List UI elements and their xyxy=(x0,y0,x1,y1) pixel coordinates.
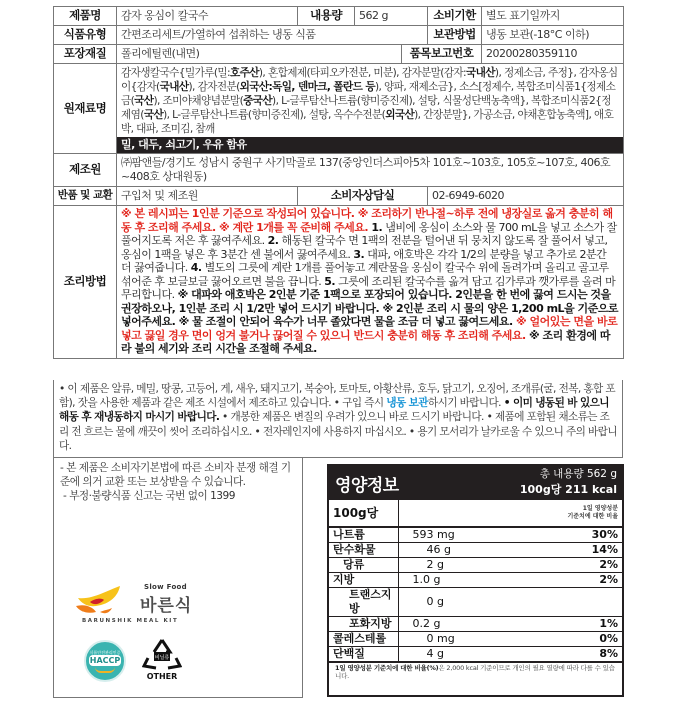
expiry-label: 소비기한 xyxy=(428,7,482,26)
storage-value: 냉동 보관(-18°C 이하) xyxy=(482,26,624,45)
nutrition-table xyxy=(329,500,622,663)
brand-logo xyxy=(74,578,214,633)
nutrition-kcal: 100g당 211 kcal xyxy=(519,483,617,496)
per-100g-label: 100g당 xyxy=(329,500,398,527)
nutrition-facts xyxy=(327,464,624,697)
nutrition-row: 단백질 4 g 8% xyxy=(329,647,622,663)
packaging-label: 포장재질 xyxy=(54,45,117,64)
consumer-phone[interactable]: 02-6949-6020 xyxy=(428,187,624,206)
haccp-label: HACCP xyxy=(89,656,121,665)
nutrition-row: 나트륨 593 mg 30% xyxy=(329,527,622,543)
returns-value: 구입처 및 제조원 xyxy=(117,187,298,206)
dv-note-1: 1일 영양성분 xyxy=(582,505,618,512)
recycle-label: OTHER xyxy=(146,672,178,681)
product-name-label: 제품명 xyxy=(54,7,117,26)
nutrition-title: 영양정보 xyxy=(335,476,399,496)
nutrition-row: 탄수화물 46 g 14% xyxy=(329,543,622,558)
nutrition-row: 콜레스테롤 0 mg 0% xyxy=(329,632,622,647)
haccp-badge-icon: 식품안전관리인증 HACCP xyxy=(84,640,126,682)
nutrition-row: 당류 2 g 2% xyxy=(329,558,622,573)
report-no-value: 20200280359110 xyxy=(482,45,624,64)
expiry-value: 별도 표기일까지 xyxy=(482,7,624,26)
complaint-box xyxy=(53,458,303,698)
packaging-value: 폴리에틸렌(내면) xyxy=(117,45,402,64)
nutrition-row: 트랜스지방 0 g xyxy=(329,588,622,617)
product-info-table xyxy=(53,6,624,359)
manufacturer-label: 제조원 xyxy=(54,154,117,187)
nutrition-total: 총 내용량 562 g xyxy=(539,468,617,480)
storage-label: 보관방법 xyxy=(428,26,482,45)
ingredients-label: 원재료명 xyxy=(54,64,117,154)
ingredients-cell xyxy=(117,64,624,154)
product-name: 감자 옹심이 칼국수 xyxy=(117,7,298,26)
nutrition-footnote: 1일 영양성분 기준치에 대한 비율(%)은 2,000 kcal 기준이므로 개인의 필요 열량에 따라 다를 수 있습니다. xyxy=(335,664,615,680)
consumer-center-label: 소비자상담실 xyxy=(298,187,428,206)
food-type-value: 간편조리세트/가열하여 섭취하는 냉동 식품 xyxy=(117,26,428,45)
ingredients-text: 감자생칼국수{밀가루(밀:호주산), 혼합제제(타피오카전분, 미분), 감자분말(감자:국내산), 정제소금, 주정}, 감자옹심이{감자(국내산), 감자전분(외국산:독일, 덴마크, 폴란드 등), 양파, 재제소금}, 소스[정제수, 복합조미식품1{정제소금(국산), 조미야채양념분말(중국산), L-글루탐산나트륨(향미증진제), 설탕, 식물성단백농축액}, 복합조미식품2{정제염(국산), L-글루탐산나트륨(향미증진제), 설탕, 옥수수전분(외국산), 간장분말}, 가공소금, 야채혼합농축액], 애호박, 대파, 조미김, 참깨 xyxy=(121,67,618,135)
dv-note-2: 기준치에 대한 비율 xyxy=(567,513,618,520)
recipe-text: ※ 본 레시피는 1인분 기준으로 작성되어 있습니다. ※ 조리하기 반나절~하루 전에 냉장실로 옮겨 충분히 해동 후 조리해 주세요. ※ 계란 1개를 꼭 준비해 주세요. 1. 냄비에 옹심이 소스와 물 700 mL을 넣고 소스가 잘 풀어지도록 저은 후 끓여주세요. 2. 해동된 칼국수 면 1팩의 전분을 털어낸 뒤 뭉치지 않도록 잘 풀어서 넣고, 옹심이 1팩을 넣은 후 3분간 센 불에서 끓여주세요. 3. 대파, 애호박은 각각 1/2의 분량을 넣고 추가로 2분간 더 끓여줍니다. 4. 별도의 그릇에 계란 1개를 풀어놓고 계란물을 옹심이 칼국수 위에 돌려가며 올리고 골고루 섞어준 후 보글보글 끓어오르면 불을 끕니다. 5. 그릇에 조리된 칼국수를 옮겨 담고 김가루과 깻가루를 올려 마무리합니다. ※ 대파와 애호박은 2인분 기준 1팩으로 포장되어 있습니다. 2인분을 한 번에 끓여 드시는 것을 권장하오나, 1인분 조리 시 1/2만 넣어 드시기 바랍니다. ※ 2인분 조리 시 물의 양은 1,200 mL을 기준으로 넣어주세요. ※ 물 조절이 안되어 육수가 너무 졸았다면 물을 조금 더 넣고 끓여드세요. ※ 얼어있는 면을 바로 넣고 끓일 경우 면이 엉겨 불거나 끊어질 수 있으니 반드시 충분히 해동 후 조리해 주세요. ※ 조리 환경에 따라 불의 세기와 조리 시간을 조절해 주세요. xyxy=(117,206,624,359)
content-label: 내용량 xyxy=(298,7,355,26)
manufacturer-value: ㈜팜앤들/경기도 성남시 중원구 사기막골로 137(중앙인더스피아5차 101호~103호, 105호~107호, 406호~408호 상대원동) xyxy=(117,154,624,187)
food-type-label: 식품유형 xyxy=(54,26,117,45)
brand-slogan: Slow Food xyxy=(144,583,187,591)
svg-text:비닐류: 비닐류 xyxy=(154,655,170,661)
recycle-mark xyxy=(142,638,182,686)
nutrition-header xyxy=(329,466,622,500)
complaint-line-1: - 본 제품은 소비자기본법에 따른 소비자 분쟁 해결 기준에 의거 교환 또는 보상받을 수 있습니다. xyxy=(60,462,291,488)
report-no-label: 품목보고번호 xyxy=(402,45,482,64)
nutrition-row: 포화지방 0.2 g 1% xyxy=(329,617,622,632)
logo-area xyxy=(74,578,214,688)
brand-subtitle: BARUNSHIK MEAL KIT xyxy=(82,618,179,624)
complaint-line-2: - 부정·불량식품 신고는 국번 없이 1399 xyxy=(63,490,236,502)
recipe-label: 조리방법 xyxy=(54,206,117,359)
brand-bowl-icon xyxy=(74,582,140,622)
recycle-icon xyxy=(142,638,182,672)
nutrition-row: 지방 1.0 g 2% xyxy=(329,573,622,588)
content-value: 562 g xyxy=(355,7,428,26)
allergen-banner: 밀, 대두, 쇠고기, 우유 함유 xyxy=(117,137,623,153)
returns-label: 반품 및 교환 xyxy=(54,187,117,206)
caution-notice: • 이 제품은 알류, 메밀, 땅콩, 고등어, 게, 새우, 돼지고기, 복숭아, 토마토, 아황산류, 호두, 닭고기, 오징어, 조개류(굴, 전복, 홍합 포함), 잣을 사용한 제품과 같은 제조 시설에서 제조하고 있습니다. • 구입 즉시 냉동 보관하시기 바랍니다. • 이미 냉동된 바 있으니 해동 후 재냉동하지 마시기 바랍니다. • 개봉한 제품은 변질의 우려가 있으니 바로 드시기 바랍니다. • 제품에 포함된 채소류는 조리 전 흐르는 물에 깨끗이 씻어 조리하십시오. • 전자레인지에 사용하지 마십시오. • 용기 모서리가 날카로울 수 있으니 주의 바랍니다. xyxy=(53,380,623,458)
brand-name: 바른식 xyxy=(140,596,193,616)
